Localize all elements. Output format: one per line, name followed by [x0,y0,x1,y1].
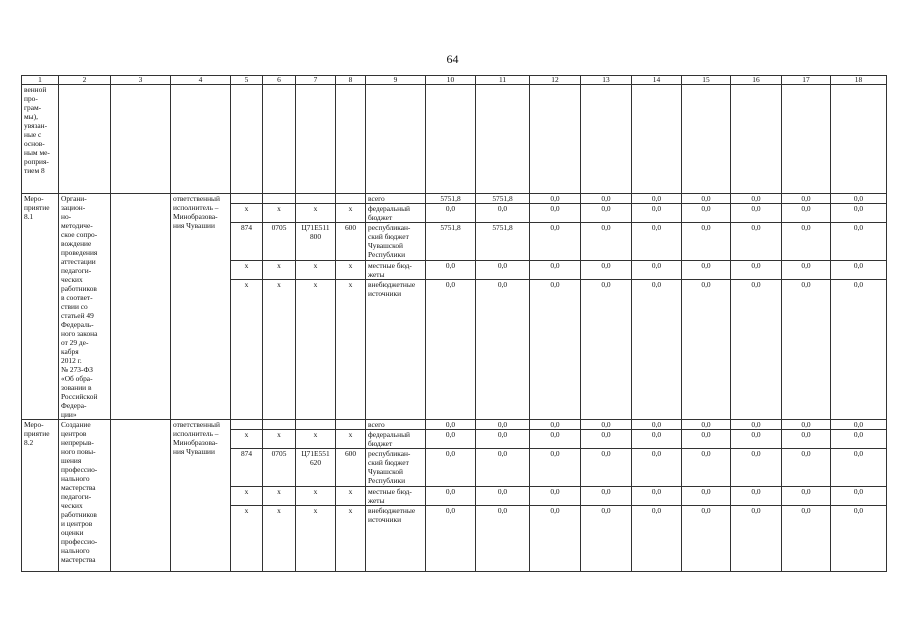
funding-value: 0,0 [831,261,887,280]
funding-value: 0,0 [426,261,476,280]
funding-value: 0,0 [782,487,831,506]
code-target-article: Ц71Е551 620 [296,449,336,487]
funding-value: 0,0 [831,280,887,420]
funding-value: 0,0 [476,430,530,449]
funding-value: 0,0 [581,223,632,261]
budget-table [21,75,887,572]
column-number-3: 3 [111,76,171,85]
funding-source: федеральный бюджет [366,430,426,449]
code-section: х [263,280,296,420]
funding-value: 0,0 [530,430,581,449]
funding-value: 0,0 [831,430,887,449]
funding-value: 0,0 [731,430,782,449]
column-number-13: 13 [581,76,632,85]
funding-value: 0,0 [426,506,476,572]
code-expense-type: х [336,487,366,506]
funding-value: 0,0 [476,449,530,487]
code-grbs [231,420,263,430]
column-number-1: 1 [22,76,59,85]
code-grbs: х [231,430,263,449]
funding-value: 0,0 [426,449,476,487]
funding-value: 0,0 [426,280,476,420]
funding-value: 0,0 [782,449,831,487]
column-number-5: 5 [231,76,263,85]
column-number-16: 16 [731,76,782,85]
code-section: х [263,506,296,572]
column-number-6: 6 [263,76,296,85]
funding-value: 0,0 [426,204,476,223]
funding-value: 0,0 [632,204,682,223]
measure-name: Создание центров непрерыв- ного повы- шения профессио- нального мастерства педагоги- ческих работников и центров оценки профессио- нального мастерства [59,420,111,572]
funding-value: 0,0 [782,280,831,420]
funding-value: 0,0 [476,204,530,223]
funding-source: внебюджетные источники [366,280,426,420]
funding-value: 0,0 [682,487,731,506]
funding-value: 0,0 [682,194,731,204]
code-grbs: х [231,487,263,506]
funding-value: 5751,8 [476,194,530,204]
funding-source: местные бюд- жеты [366,487,426,506]
funding-value: 0,0 [581,420,632,430]
column-number-7: 7 [296,76,336,85]
code-expense-type: х [336,204,366,223]
column-number-17: 17 [782,76,831,85]
funding-value: 0,0 [831,420,887,430]
funding-value: 0,0 [530,487,581,506]
funding-source: внебюджетные источники [366,506,426,572]
empty-cell [111,194,171,420]
code-section: х [263,261,296,280]
funding-value: 0,0 [782,420,831,430]
column-number-8: 8 [336,76,366,85]
funding-value: 0,0 [426,420,476,430]
funding-value: 0,0 [632,420,682,430]
funding-value: 0,0 [632,449,682,487]
code-target-article: х [296,506,336,572]
funding-value: 5751,8 [476,223,530,261]
code-target-article: х [296,204,336,223]
funding-value: 0,0 [731,194,782,204]
code-section: х [263,204,296,223]
funding-value: 0,0 [632,506,682,572]
funding-value: 0,0 [731,506,782,572]
empty-cell [111,420,171,572]
column-number-12: 12 [530,76,581,85]
funding-value: 0,0 [632,261,682,280]
code-grbs: 874 [231,449,263,487]
funding-source: всего [366,194,426,204]
code-expense-type: х [336,506,366,572]
measure-id: Меро- приятие 8.1 [22,194,59,420]
funding-value: 0,0 [682,280,731,420]
funding-value: 0,0 [530,506,581,572]
code-expense-type: х [336,261,366,280]
column-number-18: 18 [831,76,887,85]
funding-source: республикан- ский бюджет Чувашской Республики [366,449,426,487]
funding-value: 0,0 [782,223,831,261]
measure-executor: ответственный исполнитель – Минобразова- ния Чувашии [171,420,231,572]
code-expense-type: х [336,430,366,449]
column-number-row [22,76,887,85]
funding-value: 0,0 [581,204,632,223]
funding-value: 0,0 [476,280,530,420]
code-target-article [296,194,336,204]
code-target-article: х [296,487,336,506]
funding-value: 0,0 [530,223,581,261]
code-target-article: х [296,280,336,420]
funding-value: 0,0 [632,430,682,449]
funding-value: 0,0 [476,506,530,572]
funding-source: федеральный бюджет [366,204,426,223]
funding-value: 0,0 [831,487,887,506]
funding-value: 0,0 [632,223,682,261]
code-expense-type: х [336,280,366,420]
funding-value: 0,0 [731,223,782,261]
code-grbs: х [231,280,263,420]
funding-source: местные бюд- жеты [366,261,426,280]
funding-value: 0,0 [682,449,731,487]
code-section: 0705 [263,223,296,261]
funding-value: 0,0 [831,204,887,223]
code-expense-type [336,420,366,430]
column-number-11: 11 [476,76,530,85]
column-number-15: 15 [682,76,731,85]
code-target-article [296,420,336,430]
funding-value: 0,0 [530,204,581,223]
funding-value: 0,0 [581,194,632,204]
table-body [22,76,887,572]
funding-value: 0,0 [581,487,632,506]
funding-value: 0,0 [581,430,632,449]
funding-value: 0,0 [731,204,782,223]
funding-value: 0,0 [632,487,682,506]
funding-value: 0,0 [782,261,831,280]
funding-value: 0,0 [426,430,476,449]
funding-value: 0,0 [731,261,782,280]
column-number-4: 4 [171,76,231,85]
funding-value: 0,0 [581,261,632,280]
code-section: 0705 [263,449,296,487]
funding-value: 5751,8 [426,223,476,261]
funding-value: 5751,8 [426,194,476,204]
funding-value: 0,0 [632,280,682,420]
code-expense-type [336,194,366,204]
funding-value: 0,0 [682,223,731,261]
funding-value: 0,0 [581,449,632,487]
code-expense-type: 600 [336,449,366,487]
code-grbs: х [231,506,263,572]
continuation-text: венной про- грам- мы), увязан- ные с основ- ным ме- роприя- тием 8 [22,85,59,194]
funding-value: 0,0 [831,194,887,204]
funding-value: 0,0 [782,430,831,449]
funding-value: 0,0 [831,506,887,572]
code-target-article: Ц71Е511 800 [296,223,336,261]
column-number-10: 10 [426,76,476,85]
code-section: х [263,487,296,506]
funding-value: 0,0 [632,194,682,204]
funding-source: всего [366,420,426,430]
continuation-row [22,85,887,194]
code-grbs: х [231,204,263,223]
funding-value: 0,0 [530,420,581,430]
funding-value: 0,0 [682,506,731,572]
column-number-9: 9 [366,76,426,85]
funding-value: 0,0 [581,280,632,420]
funding-value: 0,0 [831,449,887,487]
column-number-14: 14 [632,76,682,85]
funding-value: 0,0 [530,280,581,420]
funding-value: 0,0 [581,506,632,572]
funding-value: 0,0 [682,204,731,223]
code-section [263,194,296,204]
funding-value: 0,0 [782,506,831,572]
funding-value: 0,0 [731,487,782,506]
measure-name: Органи- зацион- но- методиче- ское сопро- вождение проведения аттестации педагоги- ческих работников в соответ- ствии со статьей 49 Федераль- ного закона от 29 де- кабря 2012 г. № 273-ФЗ «Об обра- зовании в Российской Федера- ции» [59,194,111,420]
funding-value: 0,0 [782,194,831,204]
funding-value: 0,0 [476,261,530,280]
funding-value: 0,0 [682,430,731,449]
measure-id: Меро- приятие 8.2 [22,420,59,572]
code-grbs: х [231,261,263,280]
funding-value: 0,0 [426,487,476,506]
funding-source: республикан- ский бюджет Чувашской Республики [366,223,426,261]
funding-value: 0,0 [731,420,782,430]
column-number-2: 2 [59,76,111,85]
code-grbs [231,194,263,204]
funding-value: 0,0 [530,449,581,487]
page-number: 64 [446,52,459,66]
funding-value: 0,0 [476,487,530,506]
funding-value: 0,0 [682,420,731,430]
code-section: х [263,430,296,449]
table-row [22,420,887,430]
funding-value: 0,0 [731,449,782,487]
code-target-article: х [296,261,336,280]
code-expense-type: 600 [336,223,366,261]
funding-value: 0,0 [731,280,782,420]
code-target-article: х [296,430,336,449]
funding-value: 0,0 [782,204,831,223]
measure-executor: ответственный исполнитель – Минобразова- ния Чувашии [171,194,231,420]
code-grbs: 874 [231,223,263,261]
code-section [263,420,296,430]
funding-value: 0,0 [476,420,530,430]
funding-value: 0,0 [530,194,581,204]
funding-value: 0,0 [682,261,731,280]
funding-value: 0,0 [831,223,887,261]
funding-value: 0,0 [530,261,581,280]
table-row [22,194,887,204]
